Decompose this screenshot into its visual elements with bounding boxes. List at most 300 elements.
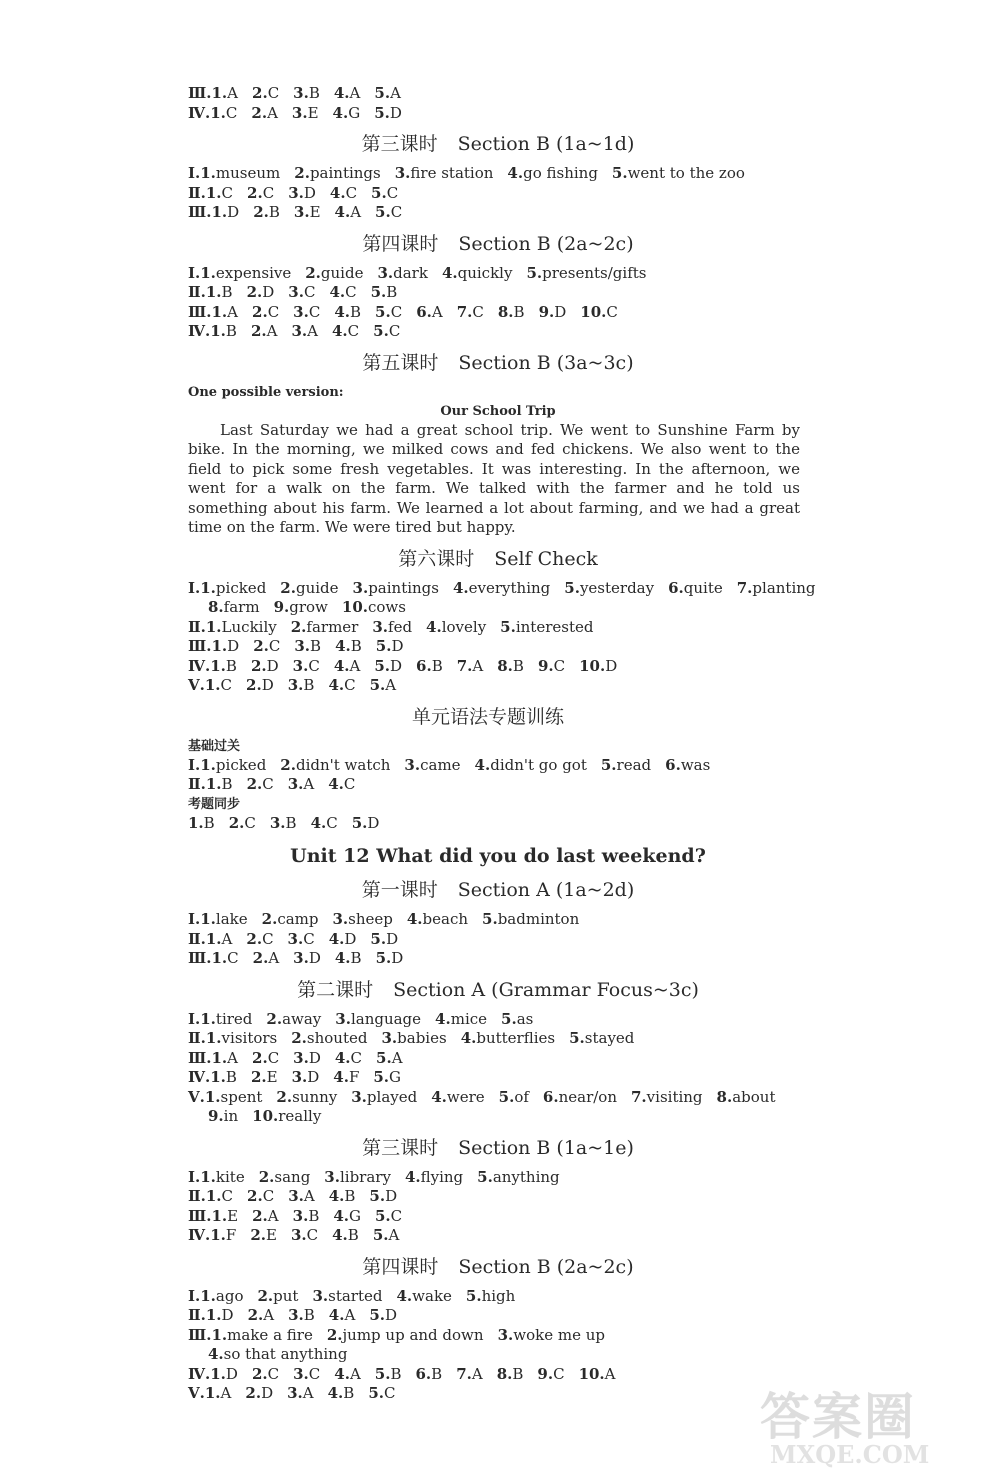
answer-number: 4. [333,656,350,675]
essay-paragraph: Last Saturday we had a great school trip. We went to Sunshine Farm by bike. In the morning, we milked cows and fed chickens. We also went to the field to pick some fresh vegetables. It was interesting. In the afternoon, we went for a walk on the farm. We talked with the farmer and he told us something about his farm. We learned a lot about farming, and we had a great time on the farm. We were tired but happy. [188,420,800,536]
answer-value: C [390,1206,403,1225]
answer-row [188,1287,808,1307]
answer-value: D [303,183,316,202]
answer-number: 3. [287,1384,303,1402]
answer-item [247,775,274,793]
answer-value: A [349,656,361,675]
answer-value: B [386,283,398,301]
answer-row [188,1107,808,1127]
answer-number: 1. [205,183,222,202]
answer-value: C [553,1364,565,1383]
answer-value: sang [274,1167,311,1186]
section-heading [188,878,808,902]
answer-number: 1. [211,637,228,655]
answer-item [294,203,321,221]
answer-number: 4. [328,676,345,694]
answer-item [416,303,443,321]
answer-item [334,1365,361,1383]
answer-value: A [390,84,401,102]
answer-row [188,1384,808,1404]
section-heading [188,547,808,571]
answer-item [526,264,646,282]
section-title: Self Check [494,547,598,570]
answer-value: A [350,203,362,221]
answer-row [188,1088,808,1108]
answer-number: 5. [569,1029,585,1047]
answer-number: 4. [507,164,524,182]
answer-item [333,1068,359,1086]
answer-value: flying [420,1167,464,1186]
answer-row [188,676,808,696]
answer-value: B [347,1226,359,1244]
answer-number: 1. [200,1009,216,1028]
answer-number: 4. [474,755,491,774]
answer-row [188,104,808,124]
answer-number: 5. [370,283,387,301]
answer-number: 2. [250,322,267,340]
answer-number: 4. [331,322,348,340]
answer-item [293,949,321,967]
answer-value: picked [215,578,267,597]
answer-value: A [344,1306,356,1324]
answer-number: 1. [200,1167,216,1186]
answer-value: B [225,1068,237,1086]
answer-value: C [345,283,357,301]
answer-item [373,1226,400,1244]
answer-value: C [472,302,484,321]
answer-value: D [262,283,275,301]
section-title: Section B (1a~1e) [458,1136,634,1159]
answer-value: interested [515,617,594,636]
answer-item [205,1384,232,1402]
answer-number: 5. [498,1087,515,1106]
section-title: Section B (2a~2c) [458,1255,634,1278]
answer-number: 1. [210,103,226,122]
answer-item [330,184,357,202]
answer-value: D [391,637,404,655]
answer-value: go fishing [523,164,598,182]
answer-number: 1. [211,949,228,967]
roman-numeral: Ⅴ. [188,1384,205,1402]
answer-number: 5. [477,1167,493,1186]
answer-item [212,949,239,967]
answer-value: B [350,302,362,321]
answer-number: 2. [280,578,296,597]
answer-item [431,1088,484,1106]
answer-number: 2. [252,302,268,321]
answer-item [569,1029,634,1047]
answer-number: 3. [288,183,304,202]
lesson-title: 第四课时 [362,232,439,255]
answer-value: Luckily [221,617,277,636]
answer-item [288,676,315,694]
answer-item [206,283,233,301]
answer-item [369,1187,397,1205]
answer-item [368,1384,395,1402]
watermark-logo [760,1387,985,1469]
answer-value: C [303,929,315,948]
answer-number: 8. [496,1364,513,1383]
roman-numeral: Ⅳ. [188,1068,211,1086]
answer-item [210,657,237,675]
answer-value: F [348,1068,360,1086]
answer-value: wake [412,1286,452,1305]
answer-item [200,264,291,282]
answer-item [370,930,398,948]
answer-page [188,84,816,1404]
roman-numeral: Ⅳ. [188,103,211,122]
answer-number: 2. [253,637,269,655]
answer-number: 2. [258,1167,275,1186]
answer-value: D [308,1048,321,1067]
answer-value: A [267,1206,279,1225]
answer-number: 6. [416,302,432,321]
answer-number: 2. [246,775,263,793]
answer-number: 1. [211,302,228,321]
answer-item [375,303,402,321]
answer-item [208,1345,347,1363]
answer-value: dark [393,263,428,282]
answer-item [252,84,279,102]
answer-item [342,598,406,616]
answer-item [212,84,239,102]
answer-number: 6. [668,578,684,597]
answer-number: 4. [404,1167,421,1186]
answer-number: 1. [200,755,216,774]
answer-item [477,1168,560,1186]
answer-value: paintings [368,578,439,597]
roman-numeral: Ⅱ. [188,1306,206,1324]
answer-item [405,1168,463,1186]
answer-item [499,1088,529,1106]
lesson-title: 第六课时 [398,547,475,570]
answer-number: 4. [332,103,349,122]
roman-numeral: Ⅲ. [188,1048,212,1067]
watermark-text: 答案圈 [760,1387,916,1446]
answer-value: B [390,1364,402,1383]
answer-number: 3. [287,676,304,694]
answer-item [426,618,486,636]
answer-value: high [481,1286,516,1305]
answer-number: 1. [210,1226,226,1244]
answer-number: 5. [376,1048,392,1067]
answer-number: 1. [210,656,226,675]
answer-value: C [221,1187,234,1205]
answer-value: D [384,1306,398,1324]
answer-row [188,1207,808,1227]
answer-number: 1. [210,1364,226,1383]
roman-numeral: Ⅲ. [188,949,212,967]
answer-number: 3. [288,1306,304,1324]
answer-value: paintings [309,164,381,182]
answer-number: 1. [200,1286,216,1305]
answer-item [416,657,443,675]
roman-numeral: Ⅰ. [188,1009,201,1028]
answer-item [335,1049,362,1067]
answer-value: beach [422,910,469,928]
answer-row [188,303,808,323]
answer-item [200,756,266,774]
answer-number: 5. [372,1226,389,1244]
answer-number: 3. [288,1187,304,1205]
answer-value: A [604,1364,616,1383]
answer-number: 4. [334,1364,350,1383]
answer-value: away [282,1009,322,1028]
answer-value: B [350,949,362,967]
answer-item [253,949,280,967]
answer-number: 3. [381,1029,398,1047]
answer-value: A [227,84,239,102]
answer-value: fed [388,617,413,636]
answer-value: about [732,1087,776,1106]
answer-item [274,598,328,616]
answer-item [205,1088,263,1106]
answer-number: 4. [441,263,458,282]
answer-value: language [350,1009,422,1028]
answer-value: kite [215,1167,245,1186]
answer-row [188,637,808,657]
answer-value: read [616,755,652,774]
answer-number: 2. [252,84,268,102]
answer-value: A [221,929,233,948]
roman-numeral: Ⅲ. [188,1206,212,1225]
answer-row [188,910,808,930]
answer-number: 10. [580,302,607,321]
answer-item [206,184,233,202]
answer-value: G [349,1206,361,1225]
answer-value: planting [752,578,816,597]
answer-number: 2. [250,656,267,675]
answer-row [188,657,808,677]
answer-item [453,579,550,597]
answer-number: 5. [373,322,389,340]
answer-item [200,164,280,182]
answer-row [188,264,808,284]
answer-item [252,1365,279,1383]
answer-row [188,84,808,104]
answer-value: visiting [646,1087,703,1106]
answer-value: C [390,302,403,321]
answer-item [375,203,402,221]
answer-number: 3. [324,1167,340,1186]
answer-number: 4. [328,1187,345,1205]
section-title: Section A (1a~2d) [457,879,635,901]
answer-item [258,1287,299,1305]
answer-value: C [308,302,321,321]
answer-number: 3. [372,617,389,636]
answer-number: 2. [280,755,296,774]
roman-numeral: Ⅰ. [188,1167,201,1186]
answer-number: 1. [205,1306,222,1324]
answer-item [334,84,361,102]
answer-value: mice [450,1009,488,1028]
answer-number: 1. [205,1187,222,1205]
answer-number: 3. [352,578,369,597]
answer-value: cows [368,598,406,616]
answer-item [252,303,279,321]
section-heading [188,132,808,156]
answer-value: C [390,203,403,221]
answer-value: D [344,929,357,948]
roman-numeral: Ⅳ. [188,1364,211,1383]
answer-row [188,184,808,204]
answer-value: started [328,1286,383,1305]
answer-item [372,618,412,636]
answer-number: 8. [497,656,513,675]
answer-value: B [225,322,237,340]
roman-numeral: Ⅰ. [188,1286,201,1305]
answer-value: C [221,183,234,202]
answer-number: 1. [188,813,204,832]
answer-item [329,1187,356,1205]
roman-numeral: Ⅰ. [188,755,201,774]
answer-item [246,676,274,694]
answer-number: 5. [465,1286,482,1305]
section-title: Section A (Grammar Focus~3c) [393,978,699,1001]
answer-value: C [306,1226,319,1244]
answer-number: 7. [631,1087,647,1106]
answer-number: 4. [208,1345,224,1363]
answer-number: 5. [375,302,391,321]
answer-item [324,1168,391,1186]
answer-value: tired [215,1009,253,1028]
answer-number: 2. [251,103,268,122]
answer-value: jump up and down [342,1325,484,1344]
answer-number: 6. [542,1087,559,1106]
sub-label: One possible version: [188,384,344,400]
answer-item [579,1365,616,1383]
answer-number: 10. [578,1364,605,1383]
answer-value: expensive [215,263,292,282]
answer-item [507,164,598,182]
answer-item [374,104,402,122]
answer-value: sunny [292,1087,338,1106]
answer-item [482,910,579,928]
answer-number: 4. [335,637,351,655]
answer-number: 4. [334,302,350,321]
roman-numeral: Ⅰ. [188,578,201,597]
answer-value: badminton [497,910,580,928]
answer-value: was [680,755,711,774]
answer-value: D [227,637,240,655]
answer-item [276,1088,337,1106]
answer-number: 4. [333,84,350,102]
answer-value: woke me up [513,1325,605,1344]
answer-number: 3. [497,1325,514,1344]
answer-item [579,657,617,675]
answer-row [188,598,808,618]
answer-value: B [343,1384,355,1402]
answer-value: farm [223,598,260,616]
answer-value: C [267,84,280,102]
answer-number: 3. [293,203,310,221]
answer-value: C [344,676,356,694]
answer-value: E [266,1068,278,1086]
answer-number: 5. [375,203,391,221]
answer-number: 9. [538,302,555,321]
answer-number: 7. [456,302,473,321]
answer-number: 2. [261,910,278,928]
answer-item [208,1107,238,1125]
answer-value: were [446,1087,485,1106]
answer-number: 7. [456,656,473,675]
answer-value: C [350,1048,363,1067]
answer-value: B [308,1206,320,1225]
answer-item [248,1306,275,1324]
answer-number: 4. [334,1048,351,1067]
answer-item [247,184,274,202]
answer-value: A [227,1048,239,1067]
section-heading [188,351,808,375]
answer-number: 1. [211,203,228,221]
answer-number: 5. [500,617,516,636]
answer-item [665,756,710,774]
answer-row [188,1306,808,1326]
answer-number: 4. [334,949,351,967]
answer-number: 5. [374,84,391,102]
answer-item [293,657,320,675]
answer-number: 3. [377,263,394,282]
answer-number: 5. [370,929,387,948]
answer-item [543,1088,617,1106]
answer-item [210,322,237,340]
answer-item [668,579,723,597]
section-title: Section B (2a~2c) [458,232,634,255]
answer-item [288,1187,315,1205]
answer-value: A [227,302,239,321]
answer-value: grow [289,598,328,616]
answer-number: 1. [211,1048,228,1067]
answer-item [291,1029,367,1047]
answer-number: 1. [205,1029,222,1047]
answer-value: C [220,676,233,694]
roman-numeral: Ⅲ. [188,84,212,102]
answer-item [397,1287,452,1305]
answer-item [332,910,392,928]
answer-item [457,657,484,675]
roman-numeral: Ⅱ. [188,775,206,793]
answer-number: 3. [404,755,421,774]
answer-item [246,930,273,948]
answer-number: 3. [332,910,349,928]
answer-item [212,1049,239,1067]
answer-number: 5. [526,263,543,282]
answer-number: 3. [293,1364,309,1383]
answer-item [253,637,280,655]
answer-value: C [386,183,399,202]
answer-item [329,930,357,948]
section-heading [188,978,808,1002]
answer-item [251,1068,278,1086]
answer-item [266,1010,321,1028]
answer-number: 4. [431,1087,447,1106]
roman-numeral: Ⅰ. [188,263,201,282]
answer-value: camp [277,910,319,928]
answer-value: D [308,949,321,967]
roman-numeral: Ⅱ. [188,617,206,636]
answer-row [188,1010,808,1030]
answer-value: C [326,813,338,832]
answer-item [601,756,651,774]
answer-number: 6. [416,656,432,675]
answer-item [737,579,816,597]
answer-value: D [391,949,404,967]
answer-row [188,618,808,638]
answer-item [287,1384,314,1402]
answer-row [188,1226,808,1246]
answer-value: library [339,1167,391,1186]
answer-value: guide [295,578,339,597]
